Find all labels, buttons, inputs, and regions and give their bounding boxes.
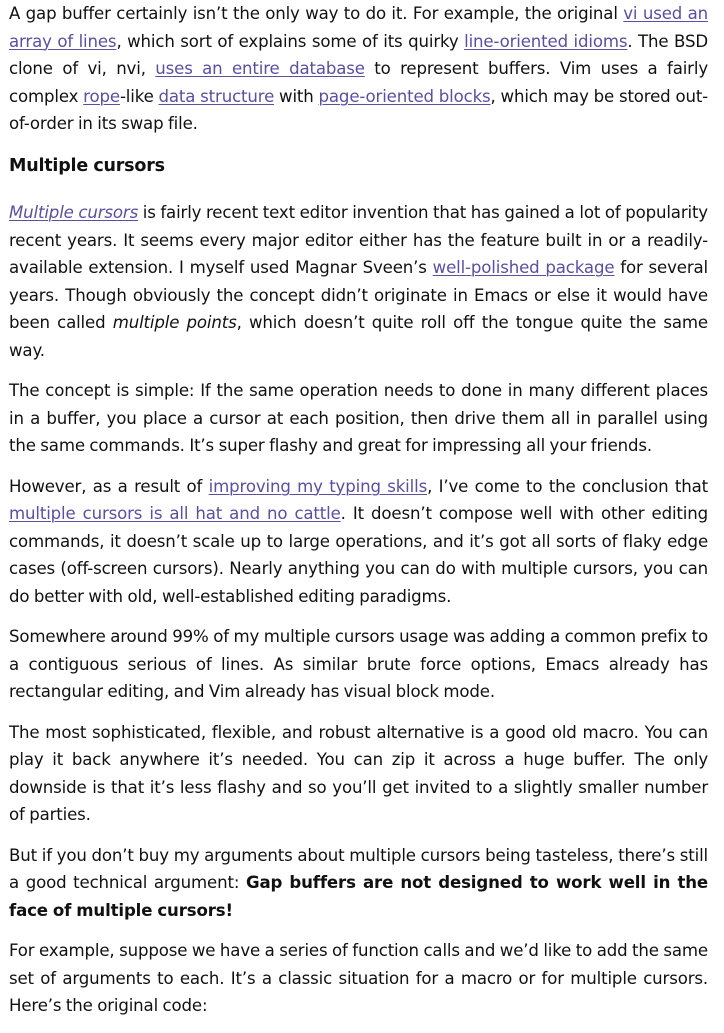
paragraph-concept: The concept is simple: If the same operation needs to done in many different places in a buffer, you place a cursor at each position, then drive them all in parallel using the same commands. It’s super flashy and great for impressing all your friends. — [9, 381, 708, 455]
link-page-oriented-blocks[interactable]: page-oriented blocks — [318, 86, 491, 106]
link-hat-and-no-cattle[interactable]: multiple cursors is all hat and no cattle — [9, 504, 341, 523]
paragraph-however — [9, 473, 708, 611]
strong-gap-buffer-claim: Gap buffers are not designed to work well in the face of multiple cursors! — [9, 873, 709, 920]
text-span: . It doesn’t compose well with other editing commands, it doesn’t scale up to large operations, and it’s got all sorts of flaky edge cases (off-screen cursors). Nearly anything you can do with multiple cursors, you can do better with old, well-established editing paradigms. — [9, 504, 708, 606]
text-span: . The BSD clone of vi, nvi, — [9, 31, 708, 78]
text-span: for several years. Though obviously the concept didn’t originate in Emacs or else it would have been called — [9, 258, 708, 332]
text-span: A gap buffer certainly isn’t the only way to do it. For example, the original — [9, 4, 624, 23]
paragraph-buffer-alternatives — [9, 0, 708, 138]
text-span: -like — [119, 86, 159, 106]
link-rope[interactable]: rope — [83, 86, 120, 106]
text-span: , which sort of explains some of its quirky — [116, 31, 465, 51]
article-body — [9, 0, 708, 1033]
text-span: , I’ve come to the conclusion that — [427, 476, 708, 496]
link-vi-array-of-lines[interactable]: vi used an array of lines — [9, 4, 708, 51]
link-multiple-cursors-label: Multiple cursors — [9, 203, 139, 222]
link-well-polished-package[interactable]: well-polished package — [432, 258, 615, 277]
emphasis-multiple-points: multiple points — [112, 313, 237, 332]
link-entire-database[interactable]: uses an entire database — [155, 59, 365, 78]
paragraph-multiple-cursors-intro — [9, 199, 708, 364]
text-span: However, as a result of — [9, 476, 209, 496]
paragraph-example: For example, suppose we have a series of function calls and we’d like to add the same set of arguments to each. It’s a classic situation for a macro or for multiple cursors. Here’s the original code: — [9, 941, 708, 1015]
paragraph-technical-argument — [9, 842, 708, 925]
link-line-oriented-idioms[interactable]: line-oriented idioms — [464, 31, 628, 51]
link-data-structure[interactable]: data structure — [158, 86, 275, 106]
text-span: to represent buffers. Vim uses a fairly complex — [9, 59, 708, 106]
link-improving-typing-skills[interactable]: improving my typing skills — [208, 476, 428, 496]
text-span: with — [274, 86, 319, 106]
text-span: But if you don’t buy my arguments about multiple cursors being tasteless, there’s still a good technical argument: — [9, 845, 708, 892]
text-span: , which doesn’t quite roll off the tongue quite the same way. — [9, 313, 708, 360]
link-multiple-cursors[interactable] — [9, 203, 138, 222]
paragraph-macro: The most sophisticated, flexible, and robust alternative is a good old macro. You can play it back anywhere it’s needed. You can zip it across a huge buffer. The only downside is that it’s less flashy and so you’ll get invited to a slightly smaller number of parties. — [9, 722, 708, 824]
paragraph-usage: Somewhere around 99% of my multiple cursors usage was adding a common prefix to a contiguous serious of lines. As similar brute force options, Emacs already has rectangular editing, and Vim already has visual block mode. — [9, 627, 708, 701]
text-span: , which may be stored out-of-order in its swap file. — [9, 86, 709, 133]
section-heading-multiple-cursors: Multiple cursors — [9, 155, 165, 176]
text-span: is fairly recent text editor invention that has gained a lot of popularity recent years. It seems every major editor either has the feature built in or a readily-available extension. I myself used Magnar Sveen’s — [9, 203, 708, 277]
